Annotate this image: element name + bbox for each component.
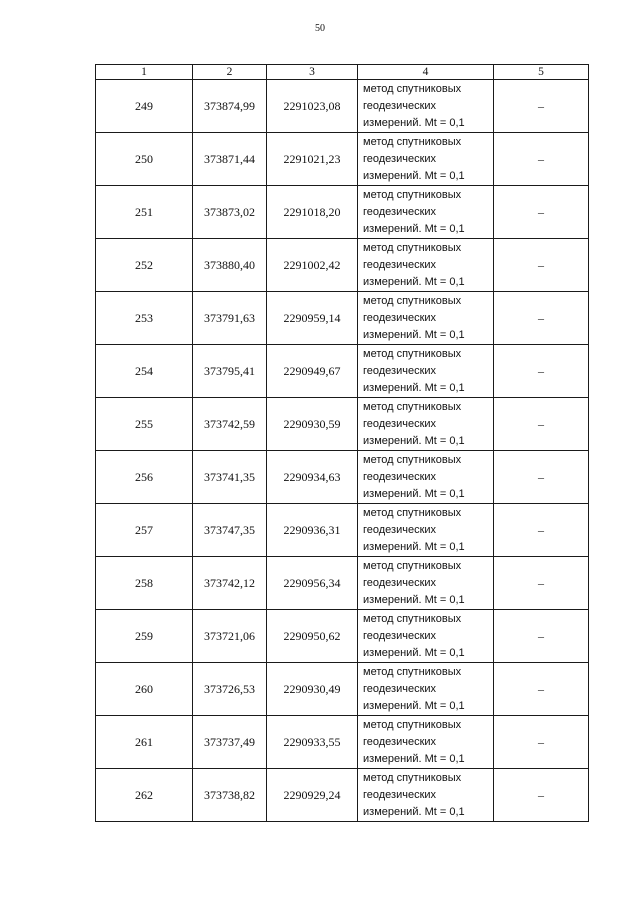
y-coordinate-cell: 2290956,34	[267, 557, 358, 610]
method-line: измерений. Mt = 0,1	[363, 646, 465, 659]
point-number-cell: 252	[96, 239, 193, 292]
method-line: геодезических	[363, 99, 437, 112]
method-line: геодезических	[363, 629, 437, 642]
method-cell	[358, 557, 494, 610]
method-line: геодезических	[363, 258, 437, 271]
y-coordinate-cell: 2290936,31	[267, 504, 358, 557]
y-coordinate-cell: 2290934,63	[267, 451, 358, 504]
table-row	[96, 663, 589, 716]
y-coordinate-cell: 2291021,23	[267, 133, 358, 186]
column-header: 2	[193, 65, 267, 80]
method-line: измерений. Mt = 0,1	[363, 699, 465, 712]
method-line: метод спутниковых	[363, 241, 462, 254]
note-cell: –	[494, 557, 589, 610]
x-coordinate-cell: 373726,53	[193, 663, 267, 716]
method-cell	[358, 610, 494, 663]
method-line: измерений. Mt = 0,1	[363, 381, 465, 394]
method-cell	[358, 186, 494, 239]
column-header: 3	[267, 65, 358, 80]
point-number-cell: 250	[96, 133, 193, 186]
table-row	[96, 557, 589, 610]
method-line: метод спутниковых	[363, 135, 462, 148]
x-coordinate-cell: 373742,12	[193, 557, 267, 610]
x-coordinate-cell: 373737,49	[193, 716, 267, 769]
y-coordinate-cell: 2291023,08	[267, 80, 358, 133]
column-header: 4	[358, 65, 494, 80]
y-coordinate-cell: 2290929,24	[267, 769, 358, 822]
method-line: метод спутниковых	[363, 347, 462, 360]
method-line: метод спутниковых	[363, 82, 462, 95]
y-coordinate-cell: 2290950,62	[267, 610, 358, 663]
method-line: геодезических	[363, 576, 437, 589]
note-cell: –	[494, 610, 589, 663]
note-cell: –	[494, 345, 589, 398]
method-line: геодезических	[363, 523, 437, 536]
y-coordinate-cell: 2290930,59	[267, 398, 358, 451]
note-cell: –	[494, 398, 589, 451]
point-number-cell: 260	[96, 663, 193, 716]
x-coordinate-cell: 373880,40	[193, 239, 267, 292]
page-number: 50	[315, 23, 325, 34]
table-row	[96, 292, 589, 345]
column-header: 1	[96, 65, 193, 80]
note-cell: –	[494, 451, 589, 504]
y-coordinate-cell: 2291002,42	[267, 239, 358, 292]
method-line: измерений. Mt = 0,1	[363, 275, 465, 288]
header-row	[96, 65, 589, 80]
method-line: измерений. Mt = 0,1	[363, 169, 465, 182]
method-cell	[358, 133, 494, 186]
y-coordinate-cell: 2290933,55	[267, 716, 358, 769]
point-number-cell: 259	[96, 610, 193, 663]
method-line: измерений. Mt = 0,1	[363, 116, 465, 129]
method-line: метод спутниковых	[363, 665, 462, 678]
x-coordinate-cell: 373791,63	[193, 292, 267, 345]
method-line: измерений. Mt = 0,1	[363, 328, 465, 341]
method-line: измерений. Mt = 0,1	[363, 434, 465, 447]
method-cell	[358, 345, 494, 398]
point-number-cell: 261	[96, 716, 193, 769]
method-line: измерений. Mt = 0,1	[363, 593, 465, 606]
method-line: геодезических	[363, 311, 437, 324]
table-row	[96, 133, 589, 186]
note-cell: –	[494, 80, 589, 133]
note-cell: –	[494, 663, 589, 716]
y-coordinate-cell: 2291018,20	[267, 186, 358, 239]
note-cell: –	[494, 239, 589, 292]
method-line: измерений. Mt = 0,1	[363, 487, 465, 500]
note-cell: –	[494, 133, 589, 186]
table-row	[96, 451, 589, 504]
method-line: метод спутниковых	[363, 771, 462, 784]
table-row	[96, 80, 589, 133]
method-line: метод спутниковых	[363, 188, 462, 201]
table-row	[96, 716, 589, 769]
method-cell	[358, 451, 494, 504]
y-coordinate-cell: 2290930,49	[267, 663, 358, 716]
x-coordinate-cell: 373871,44	[193, 133, 267, 186]
method-line: метод спутниковых	[363, 559, 462, 572]
method-cell	[358, 716, 494, 769]
x-coordinate-cell: 373741,35	[193, 451, 267, 504]
note-cell: –	[494, 769, 589, 822]
point-number-cell: 254	[96, 345, 193, 398]
method-line: метод спутниковых	[363, 400, 462, 413]
point-number-cell: 255	[96, 398, 193, 451]
table-body	[96, 80, 589, 822]
method-line: геодезических	[363, 788, 437, 801]
note-cell: –	[494, 186, 589, 239]
point-number-cell: 253	[96, 292, 193, 345]
point-number-cell: 258	[96, 557, 193, 610]
method-line: измерений. Mt = 0,1	[363, 222, 465, 235]
method-cell	[358, 398, 494, 451]
method-line: измерений. Mt = 0,1	[363, 805, 465, 818]
x-coordinate-cell: 373738,82	[193, 769, 267, 822]
method-line: геодезических	[363, 205, 437, 218]
x-coordinate-cell: 373721,06	[193, 610, 267, 663]
method-line: геодезических	[363, 735, 437, 748]
note-cell: –	[494, 292, 589, 345]
point-number-cell: 262	[96, 769, 193, 822]
table-row	[96, 239, 589, 292]
y-coordinate-cell: 2290959,14	[267, 292, 358, 345]
point-number-cell: 251	[96, 186, 193, 239]
method-line: геодезических	[363, 682, 437, 695]
method-line: геодезических	[363, 152, 437, 165]
table-row	[96, 186, 589, 239]
point-number-cell: 256	[96, 451, 193, 504]
column-header: 5	[494, 65, 589, 80]
method-line: метод спутниковых	[363, 453, 462, 466]
x-coordinate-cell: 373795,41	[193, 345, 267, 398]
table-row	[96, 345, 589, 398]
x-coordinate-cell: 373747,35	[193, 504, 267, 557]
note-cell: –	[494, 716, 589, 769]
x-coordinate-cell: 373742,59	[193, 398, 267, 451]
point-number-cell: 257	[96, 504, 193, 557]
method-cell	[358, 769, 494, 822]
method-cell	[358, 663, 494, 716]
method-cell	[358, 292, 494, 345]
method-line: измерений. Mt = 0,1	[363, 540, 465, 553]
y-coordinate-cell: 2290949,67	[267, 345, 358, 398]
point-number-cell: 249	[96, 80, 193, 133]
method-line: геодезических	[363, 364, 437, 377]
coordinates-table	[95, 64, 589, 822]
x-coordinate-cell: 373873,02	[193, 186, 267, 239]
method-cell	[358, 80, 494, 133]
table-row	[96, 610, 589, 663]
method-line: метод спутниковых	[363, 718, 462, 731]
method-line: метод спутниковых	[363, 294, 462, 307]
table-row	[96, 769, 589, 822]
method-line: метод спутниковых	[363, 612, 462, 625]
note-cell: –	[494, 504, 589, 557]
method-line: геодезических	[363, 417, 437, 430]
method-line: метод спутниковых	[363, 506, 462, 519]
method-cell	[358, 504, 494, 557]
table-row	[96, 504, 589, 557]
method-line: измерений. Mt = 0,1	[363, 752, 465, 765]
method-cell	[358, 239, 494, 292]
table-row	[96, 398, 589, 451]
method-line: геодезических	[363, 470, 437, 483]
x-coordinate-cell: 373874,99	[193, 80, 267, 133]
